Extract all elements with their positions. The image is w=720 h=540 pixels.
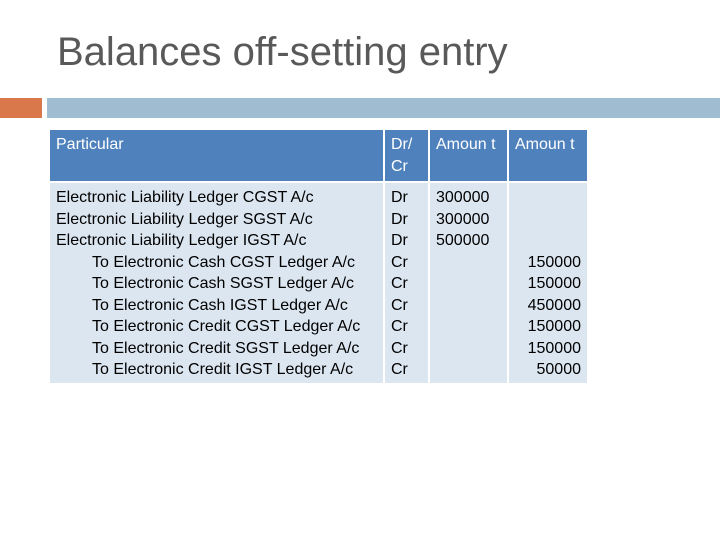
header-particular: Particular (49, 129, 384, 182)
drcr-value: Cr (391, 318, 408, 335)
particular-line: Electronic Liability Ledger IGST A/c (56, 232, 307, 249)
slide-title: Balances off-setting entry (57, 30, 508, 74)
drcr-value: Cr (391, 275, 408, 292)
credit-amount: 150000 (527, 275, 581, 292)
credit-spacer (515, 187, 581, 252)
accent-bar-orange (0, 98, 42, 118)
drcr-value: Cr (391, 339, 408, 357)
credit-amount: 150000 (527, 318, 581, 335)
drcr-value: Cr (391, 296, 408, 314)
accent-bar-blue (47, 98, 720, 118)
journal-entry-table (48, 128, 589, 385)
debit-amount: 300000 (436, 210, 490, 228)
credit-amount: 150000 (527, 339, 581, 357)
particular-line: To Electronic Cash IGST Ledger A/c (92, 296, 348, 314)
drcr-value: Dr (391, 232, 408, 249)
particular-line: Electronic Liability Ledger SGST A/c (56, 210, 313, 228)
particulars-cell (49, 182, 384, 384)
drcr-value: Dr (391, 210, 408, 228)
particular-line: To Electronic Cash CGST Ledger A/c (92, 253, 355, 271)
credit-amount-cell (508, 182, 588, 384)
credit-amount: 450000 (527, 296, 581, 314)
particular-line: To Electronic Cash SGST Ledger A/c (92, 275, 355, 292)
header-amount-credit: Amoun t (508, 129, 588, 182)
drcr-value: Cr (391, 253, 408, 271)
debit-amount-cell (429, 182, 508, 384)
table-body-row (49, 182, 588, 384)
drcr-value: Dr (391, 189, 408, 206)
drcr-cell (384, 182, 429, 384)
drcr-value: Cr (391, 361, 408, 378)
particular-line: To Electronic Credit IGST Ledger A/c (92, 361, 354, 378)
header-drcr: Dr/ Cr (384, 129, 429, 182)
particular-line: Electronic Liability Ledger CGST A/c (56, 189, 314, 206)
debit-amount: 300000 (436, 189, 490, 206)
header-amount-debit: Amoun t (429, 129, 508, 182)
particular-line: To Electronic Credit SGST Ledger A/c (92, 339, 360, 357)
particular-line: To Electronic Credit CGST Ledger A/c (92, 318, 361, 335)
table-header-row (49, 129, 588, 182)
credit-amount: 50000 (536, 361, 581, 378)
debit-amount: 500000 (436, 232, 490, 249)
credit-amount: 150000 (527, 253, 581, 271)
